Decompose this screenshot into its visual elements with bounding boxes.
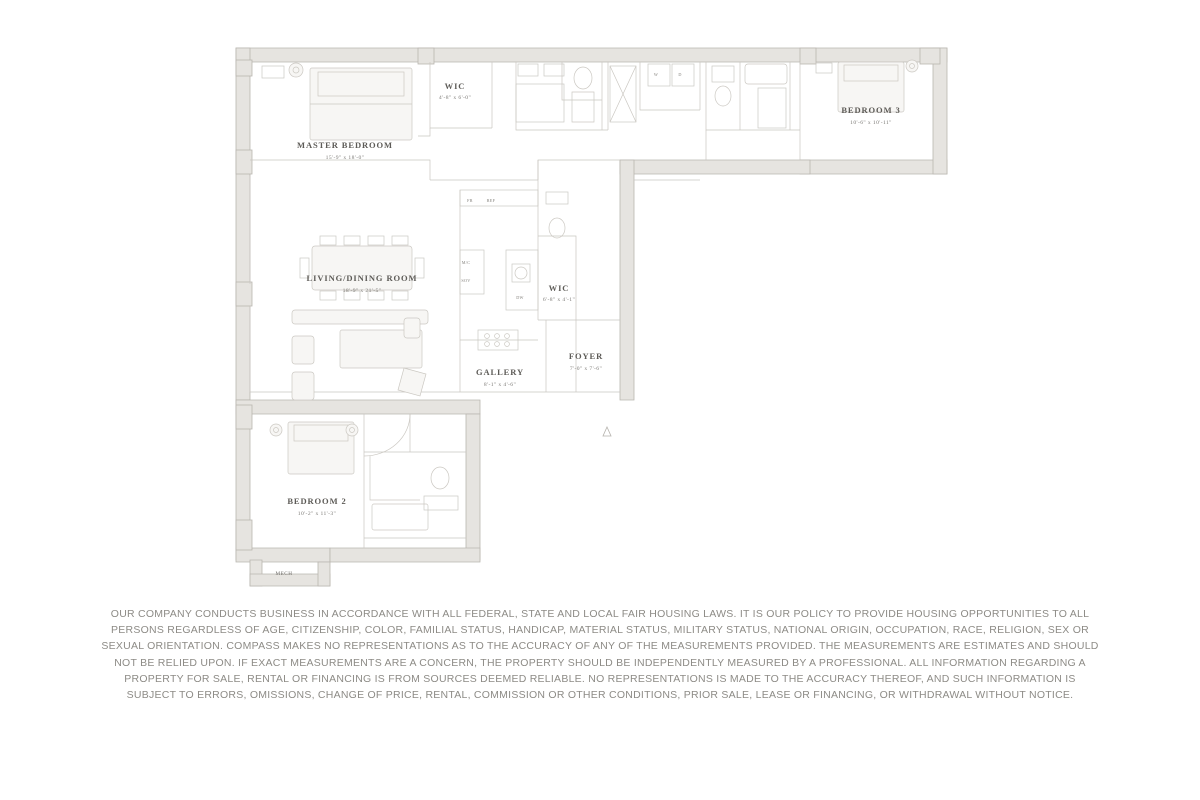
room-label-wic-foyer: WIC xyxy=(548,283,570,293)
legal-disclaimer: OUR COMPANY CONDUCTS BUSINESS IN ACCORDANCE WITH ALL FEDERAL, STATE AND LOCAL FAIR HOUSING LAWS. IT IS OUR POLICY TO PROVIDE HOUSING OPPORTUNITIES TO ALL PERSONS REGARDLESS OF AGE, CITIZENSHIP, COLOR, FAMILIAL STATUS, HANDICAP, MATERIAL STATUS, MILITARY STATUS, NATIONAL ORIGIN, OCCUPATION, RACE, RELIGION, SEX OR SEXUAL ORIENTATION. COMPASS MAKES NO REPRESENTATIONS AS TO THE ACCURACY OF ANY OF THE MEASUREMENTS PROVIDED. THE MEASUREMENTS ARE ESTIMATES AND SHOULD NOT BE RELIED UPON. IF EXACT MEASUREMENTS ARE A CONCERN, THE PROPERTY SHOULD BE INDEPENDENTLY MEASURED BY A PROFESSIONAL. ALL INFORMATION REGARDING A PROPERTY FOR SALE, RENTAL OR FINANCING IS FROM SOURCES DEEMED RELIABLE. NO REPRESENTATIONS IS MADE TO THE ACCURACY THEREOF, AND SUCH INFORMATION IS SUBJECT TO ERRORS, OMISSIONS, CHANGE OF PRICE, RENTAL, COMMISSION OR OTHER CONDITIONS, PRIOR SALE, LEASE OR FINANCING, OR WITHDRAWAL WITHOUT NOTICE. xyxy=(101,608,1099,702)
room-label-foyer: FOYER xyxy=(568,351,604,361)
room-label-living-dining: LIVING/DINING ROOM xyxy=(306,273,418,283)
room-dim-bedroom-2: 10'-2" x 11'-3" xyxy=(297,511,337,517)
bedroom-2-furniture xyxy=(270,414,410,474)
appliance-label-microwave: M/C xyxy=(461,260,471,265)
room-dim-master-bedroom: 15'-9" x 18'-0" xyxy=(325,155,365,161)
bathroom-fixtures xyxy=(370,64,787,530)
room-labels xyxy=(287,81,900,517)
room-label-bedroom-3: BEDROOM 3 xyxy=(841,105,901,115)
master-bedroom-furniture xyxy=(262,63,412,140)
appliance-label-fridge: FR xyxy=(467,198,473,203)
room-dim-living-dining: 18'-9" x 21'-5" xyxy=(342,288,382,294)
room-label-bedroom-2: BEDROOM 2 xyxy=(287,496,347,506)
appliance-label-oven: SOV xyxy=(461,278,471,283)
room-dim-bedroom-3: 10'-6" x 10'-11" xyxy=(850,120,892,126)
appliance-label-dishwasher: DW xyxy=(516,295,524,300)
appliance-label-washer: W xyxy=(653,72,659,77)
north-arrow-icon xyxy=(603,427,611,436)
room-label-wic-master: WIC xyxy=(444,81,466,91)
room-dim-gallery: 8'-1" x 4'-6" xyxy=(483,382,517,388)
room-dim-foyer: 7'-0" x 7'-6" xyxy=(569,366,603,372)
appliance-label-refrigerator: REF xyxy=(486,198,496,203)
room-dim-wic-master: 4'-8" x 6'-0" xyxy=(438,95,472,101)
room-label-gallery: GALLERY xyxy=(475,367,525,377)
appliance-label-mechanical: MECH xyxy=(275,571,293,577)
living-dining-furniture xyxy=(250,176,428,400)
room-label-master-bedroom: MASTER BEDROOM xyxy=(297,140,393,150)
kitchen-fixtures xyxy=(460,190,538,350)
room-dim-wic-foyer: 6'-8" x 4'-1" xyxy=(542,297,576,303)
appliance-label-dryer: D xyxy=(678,72,682,77)
